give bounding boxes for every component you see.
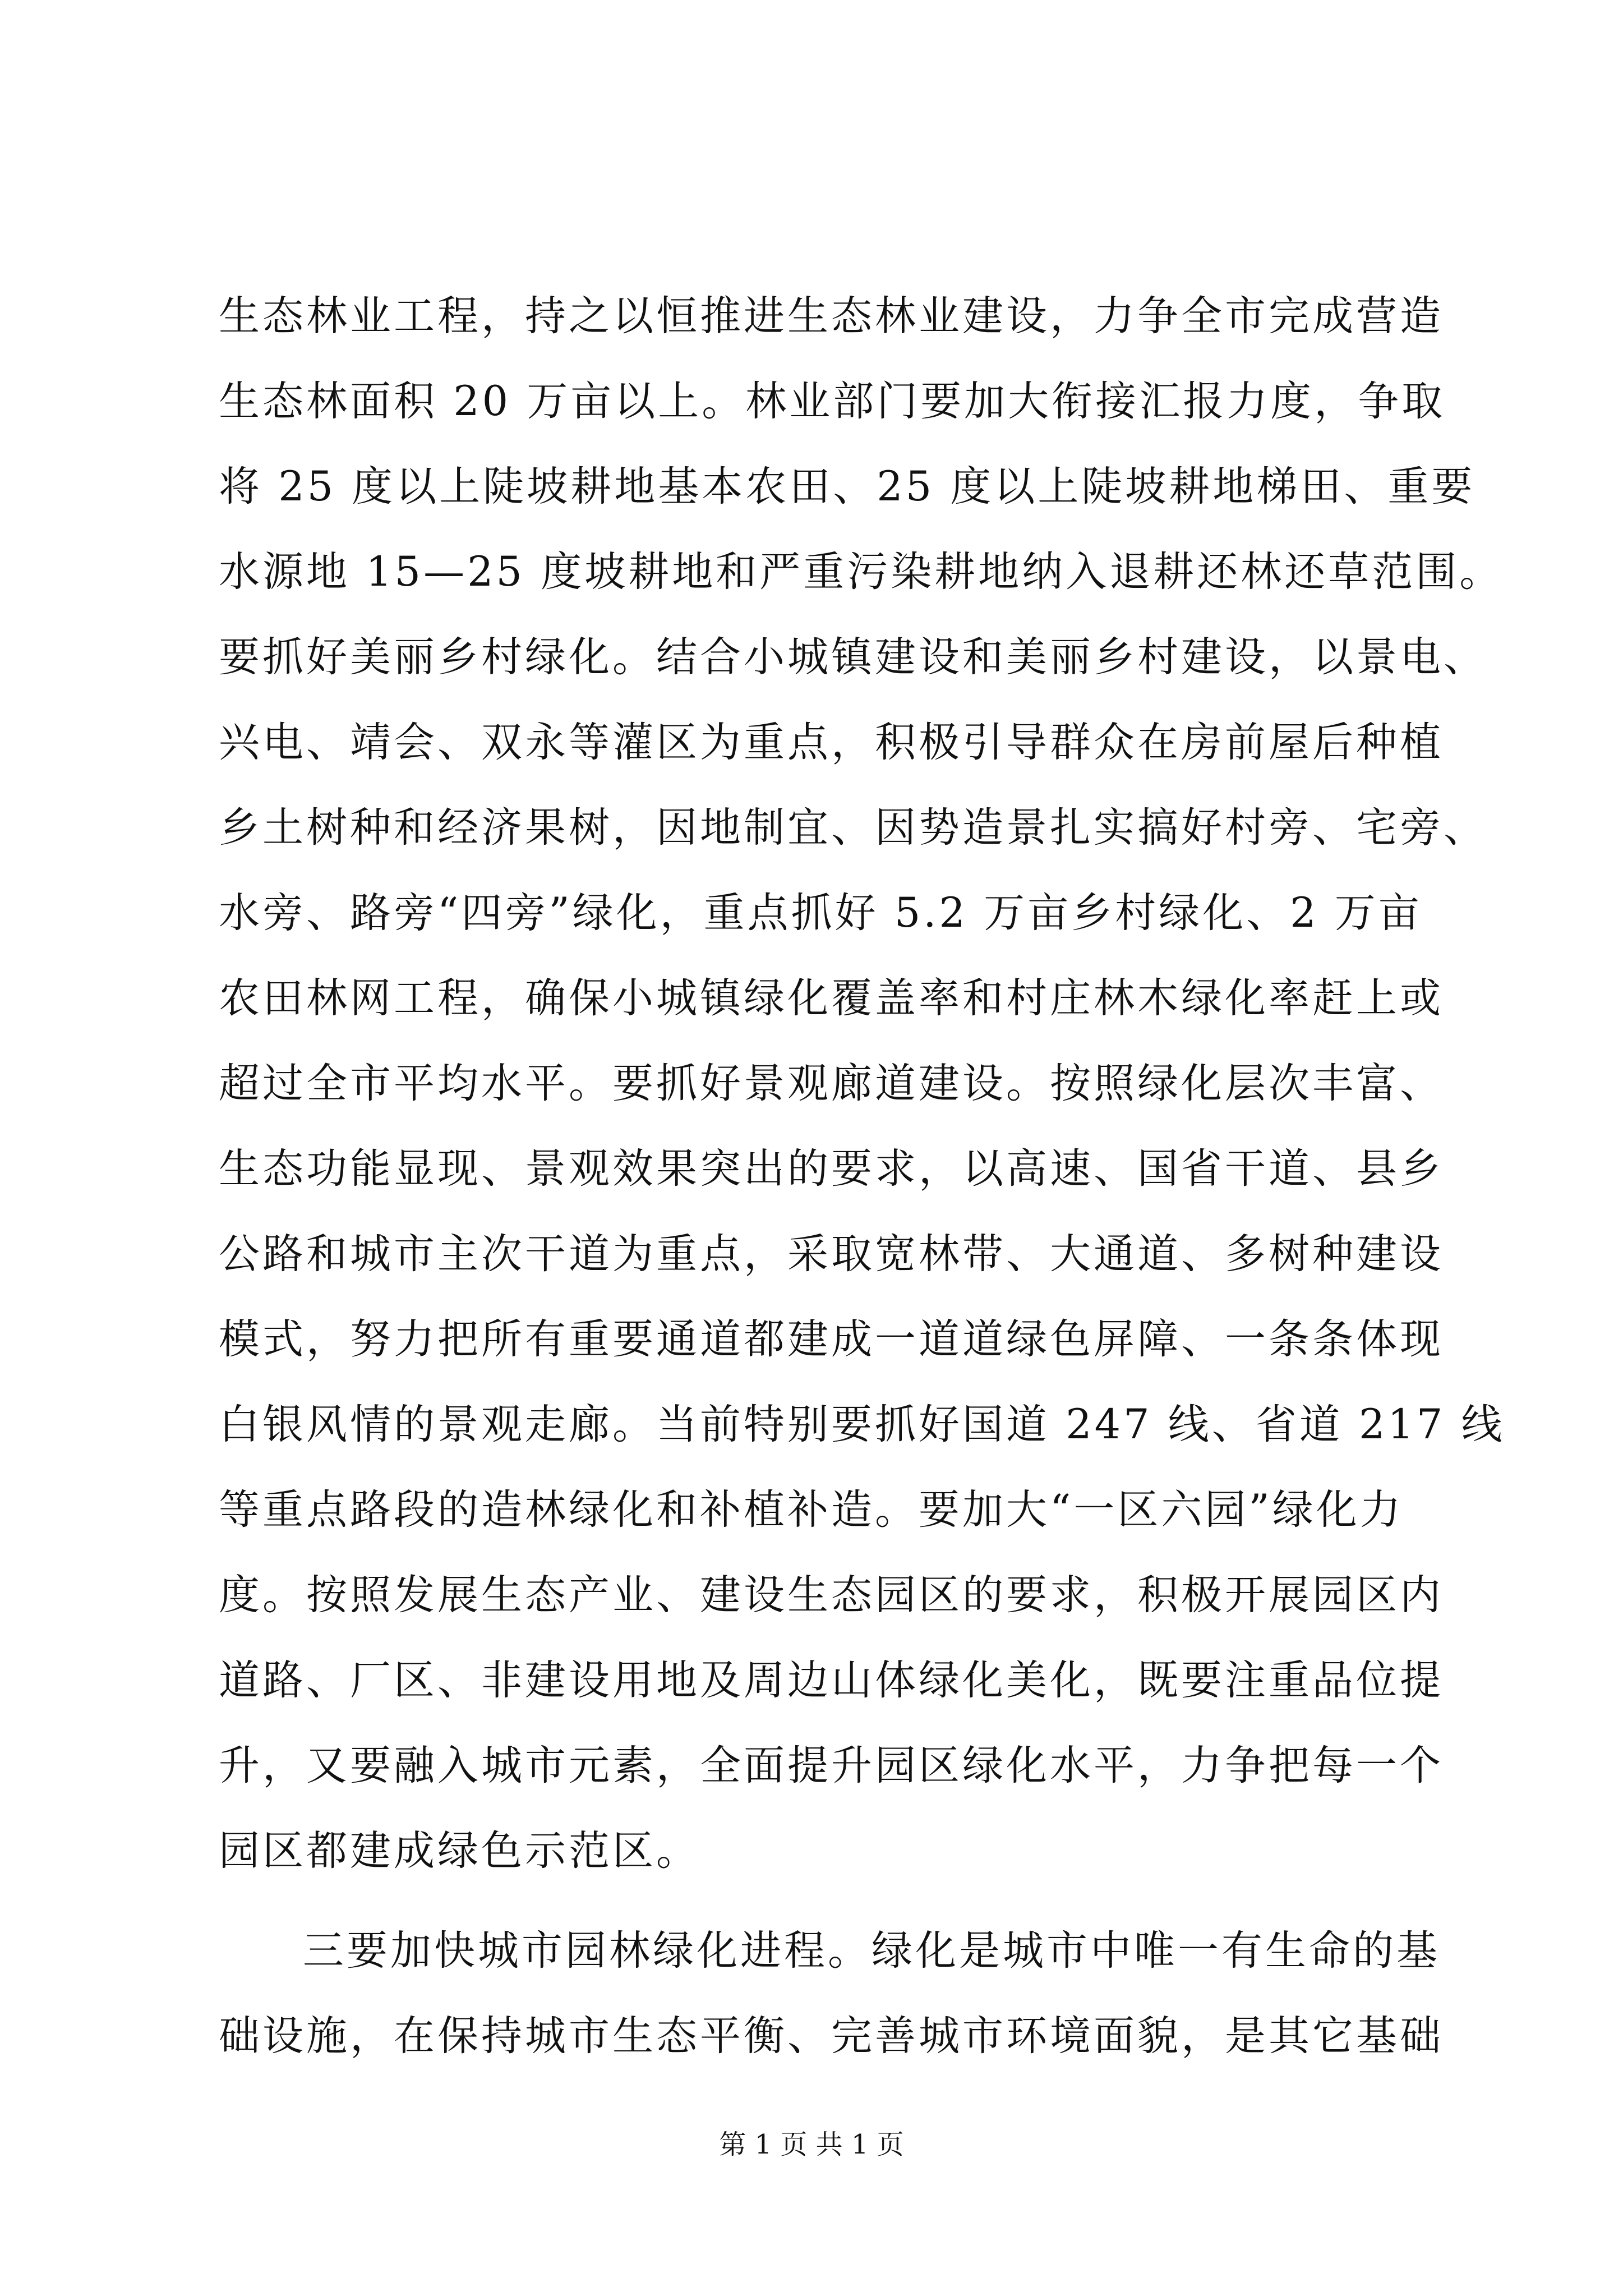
page-footer: 第 1 页 共 1 页: [719, 2129, 904, 2160]
text-line: 道路、厂区、非建设用地及周边山体绿化美化，既要注重品位提: [219, 1657, 1444, 1704]
text-line: 乡土树种和经济果树，因地制宜、因势造景扎实搞好村旁、宅旁、: [219, 804, 1487, 852]
text-line: 水源地 15—25 度坡耕地和严重污染耕地纳入退耕还林还草范围。: [219, 548, 1504, 596]
text-line: 水旁、路旁“四旁”绿化，重点抓好 5.2 万亩乡村绿化、2 万亩: [219, 889, 1422, 937]
text-line: 要抓好美丽乡村绿化。结合小城镇建设和美丽乡村建设，以景电、: [219, 633, 1487, 681]
text-line: 生态功能显现、景观效果突出的要求，以高速、国省干道、县乡: [219, 1145, 1444, 1193]
text-line: 超过全市平均水平。要抓好景观廊道建设。按照绿化层次丰富、: [219, 1060, 1444, 1107]
text-line: 生态林面积 20 万亩以上。林业部门要加大衔接汇报力度，争取: [219, 378, 1446, 425]
text-line: 度。按照发展生态产业、建设生态园区的要求，积极开展园区内: [219, 1571, 1444, 1619]
text-line: 三要加快城市园林绿化进程。绿化是城市中唯一有生命的基: [303, 1927, 1440, 1975]
text-line: 生态林业工程，持之以恒推进生态林业建设，力争全市完成营造: [219, 292, 1444, 340]
paragraph-gap: [219, 1894, 1419, 1908]
text-line: 公路和城市主次干道为重点，采取宽林带、大通道、多树种建设: [219, 1230, 1444, 1278]
text-line: 等重点路段的造林绿化和补植补造。要加大“一区六园”绿化力: [219, 1486, 1404, 1534]
text-line: 升，又要融入城市元素，全面提升园区绿化水平，力争把每一个: [219, 1742, 1444, 1789]
text-line: 模式，努力把所有重要通道都建成一道道绿色屏障、一条条体现: [219, 1315, 1444, 1363]
text-line: 础设施，在保持城市生态平衡、完善城市环境面貌，是其它基础: [219, 2012, 1444, 2060]
body-text: [219, 274, 1505, 2079]
text-line: 将 25 度以上陡坡耕地基本农田、25 度以上陡坡耕地梯田、重要: [219, 463, 1476, 510]
text-line: 农田林网工程，确保小城镇绿化覆盖率和村庄林木绿化率赶上或: [219, 974, 1444, 1022]
text-line: 园区都建成绿色示范区。: [219, 1827, 700, 1875]
text-line: 白银风情的景观走廊。当前特别要抓好国道 247 线、省道 217 线: [219, 1401, 1505, 1448]
text-line: 兴电、靖会、双永等灌区为重点，积极引导群众在房前屋后种植: [219, 719, 1444, 766]
